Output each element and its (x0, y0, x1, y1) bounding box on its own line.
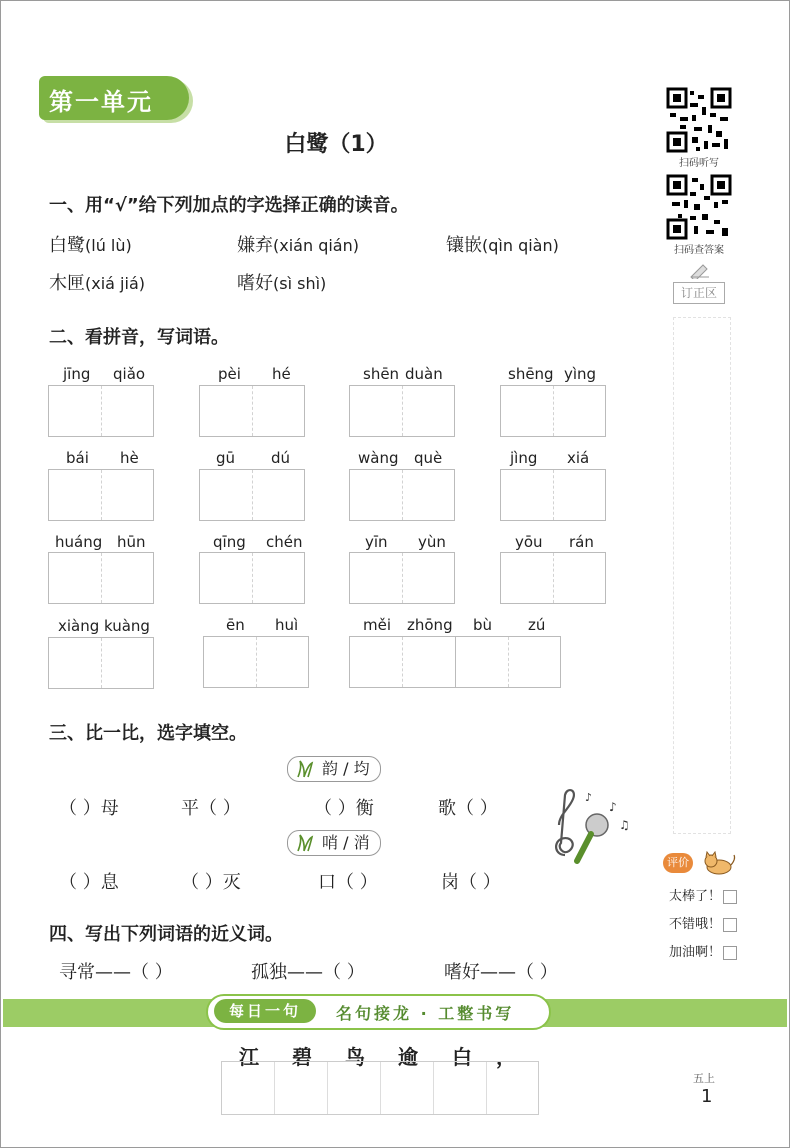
pinyin: hé (272, 365, 291, 383)
unit-tag (39, 76, 199, 120)
writing-grid[interactable] (221, 1061, 539, 1115)
pinyin: yīn (365, 533, 388, 551)
evaluation-checkbox[interactable] (723, 918, 737, 932)
pinyin: yùn (418, 533, 446, 551)
word-box[interactable] (48, 637, 154, 689)
svg-text:♪: ♪ (609, 800, 617, 814)
word-box[interactable] (349, 469, 455, 521)
word-box[interactable] (199, 385, 305, 437)
evaluation-option-label: 太棒了！ (669, 889, 722, 904)
pinyin: qīng (213, 533, 246, 551)
pinyin: jìng (510, 449, 538, 467)
page-number: 1 (701, 1086, 713, 1107)
qr-answer-label: 扫码查答案 (674, 245, 724, 256)
fill-blank-item[interactable]: 岗（ ） (441, 872, 501, 893)
synonym-item[interactable]: 嗜好——（ ） (444, 962, 558, 983)
pinyin: yìng (564, 365, 597, 383)
reading-word: 白鹭 (49, 235, 85, 256)
cat-icon (701, 851, 737, 875)
pencil-icon (689, 263, 711, 279)
word-box[interactable] (349, 385, 455, 437)
poem-char: 鸟 (345, 1045, 365, 1069)
section3-title: 三、比一比，选字填空。 (49, 723, 247, 744)
grass-icon (296, 759, 316, 779)
reading-options: (xiá jiá) (85, 274, 145, 293)
daily-tag: 每日一句 (214, 999, 316, 1023)
word-box[interactable] (203, 636, 309, 688)
evaluation-badge: 评价 (663, 853, 693, 873)
evaluation-option-label: 加油啊！ (669, 945, 722, 960)
evaluation-option[interactable] (669, 941, 737, 960)
pinyin: shēng (508, 365, 554, 383)
word-box[interactable] (199, 552, 305, 604)
fix-area-label: 订正区 (673, 282, 725, 304)
synonym-item[interactable]: 寻常——（ ） (59, 962, 173, 983)
word-box[interactable] (500, 469, 606, 521)
evaluation-option-label: 不错哦！ (669, 917, 722, 932)
pinyin: wàng (358, 449, 399, 467)
poem-char: ， (496, 1045, 516, 1069)
qr-code-answer[interactable] (666, 174, 732, 240)
pinyin: qiǎo (113, 365, 146, 383)
reading-item[interactable] (237, 269, 326, 295)
pinyin: xiá (567, 449, 590, 467)
poem-char: 逾 (398, 1045, 418, 1069)
pinyin: shēn (363, 365, 400, 383)
pinyin: gū (216, 449, 236, 467)
reading-options: (sì shì) (273, 274, 327, 293)
fill-blank-item[interactable]: （ ）母 (59, 798, 119, 819)
daily-subtitle: 名句接龙 · 工整书写 (336, 1004, 515, 1023)
fill-blank-item[interactable]: （ ）息 (59, 872, 119, 893)
pinyin: zhōng (407, 616, 453, 634)
reading-word: 嗜好 (237, 273, 273, 294)
reading-item[interactable] (237, 231, 359, 257)
pinyin: kuàng (104, 617, 150, 635)
char-pair-text: 哨 / 消 (322, 833, 370, 852)
char-pair-pill (287, 830, 381, 856)
pinyin: yōu (515, 533, 543, 551)
lesson-title: 白鹭（1） (284, 132, 388, 157)
synonym-item[interactable]: 孤独——（ ） (251, 962, 365, 983)
char-pair-pill (287, 756, 381, 782)
pinyin: ēn (226, 616, 245, 634)
unit-title: 第一单元 (49, 88, 153, 116)
svg-text:♫: ♫ (619, 818, 630, 832)
pinyin: měi (363, 616, 392, 634)
pinyin: rán (569, 533, 594, 551)
word-box[interactable] (500, 552, 606, 604)
word-box[interactable] (349, 552, 455, 604)
pinyin: jīng (63, 365, 91, 383)
reading-options: (lú lù) (85, 236, 132, 255)
pinyin: huáng (55, 533, 103, 551)
reading-item[interactable] (446, 231, 559, 257)
fill-blank-item[interactable]: 歌（ ） (438, 798, 498, 819)
pinyin: chén (266, 533, 303, 551)
poem-char: 江 (239, 1045, 259, 1069)
fix-area-column[interactable] (673, 317, 731, 834)
evaluation-option[interactable] (669, 913, 737, 932)
music-microphone-illustration (547, 785, 639, 865)
evaluation-option[interactable] (669, 885, 737, 904)
evaluation-checkbox[interactable] (723, 890, 737, 904)
reading-word: 嫌弃 (237, 235, 273, 256)
qr-code-listen[interactable] (666, 87, 732, 153)
word-box[interactable] (48, 552, 154, 604)
section2-title: 二、看拼音，写词语。 (49, 327, 229, 348)
fill-blank-item[interactable]: （ ）灭 (181, 872, 241, 893)
poem-char: 白 (452, 1045, 472, 1069)
char-pair-text: 韵 / 均 (322, 759, 370, 778)
svg-text:♪: ♪ (585, 791, 593, 804)
pinyin: dú (271, 449, 291, 467)
section1-title: 一、用“√”给下列加点的字选择正确的读音。 (49, 195, 409, 216)
reading-options: (xián qián) (273, 236, 359, 255)
reading-word: 镶嵌 (446, 235, 482, 256)
reading-options: (qìn qiàn) (482, 236, 559, 255)
reading-item[interactable] (49, 231, 132, 257)
grade-label: 五上 (693, 1072, 715, 1085)
pinyin: pèi (218, 365, 241, 383)
word-box[interactable] (199, 469, 305, 521)
reading-item[interactable] (49, 269, 145, 295)
grass-icon (296, 833, 316, 853)
pinyin: què (414, 449, 443, 467)
poem-char: 碧 (292, 1045, 312, 1069)
idiom-box[interactable] (349, 636, 561, 688)
qr-listen-label: 扫码听写 (679, 158, 719, 169)
fill-blank-item[interactable]: 平（ ） (181, 798, 241, 819)
pinyin: hūn (117, 533, 146, 551)
pinyin: xiàng (58, 617, 100, 635)
pinyin: bù (473, 616, 493, 634)
pinyin: duàn (405, 365, 443, 383)
fill-blank-item[interactable]: （ ）衡 (314, 798, 374, 819)
reading-word: 木匣 (49, 273, 85, 294)
pinyin: huì (275, 616, 299, 634)
pinyin: zú (528, 616, 546, 634)
word-box[interactable] (48, 469, 154, 521)
word-box[interactable] (500, 385, 606, 437)
pinyin: hè (120, 449, 139, 467)
evaluation-checkbox[interactable] (723, 946, 737, 960)
fill-blank-item[interactable]: 口（ ） (318, 872, 378, 893)
pinyin: bái (66, 449, 89, 467)
word-box[interactable] (48, 385, 154, 437)
section4-title: 四、写出下列词语的近义词。 (49, 924, 283, 945)
